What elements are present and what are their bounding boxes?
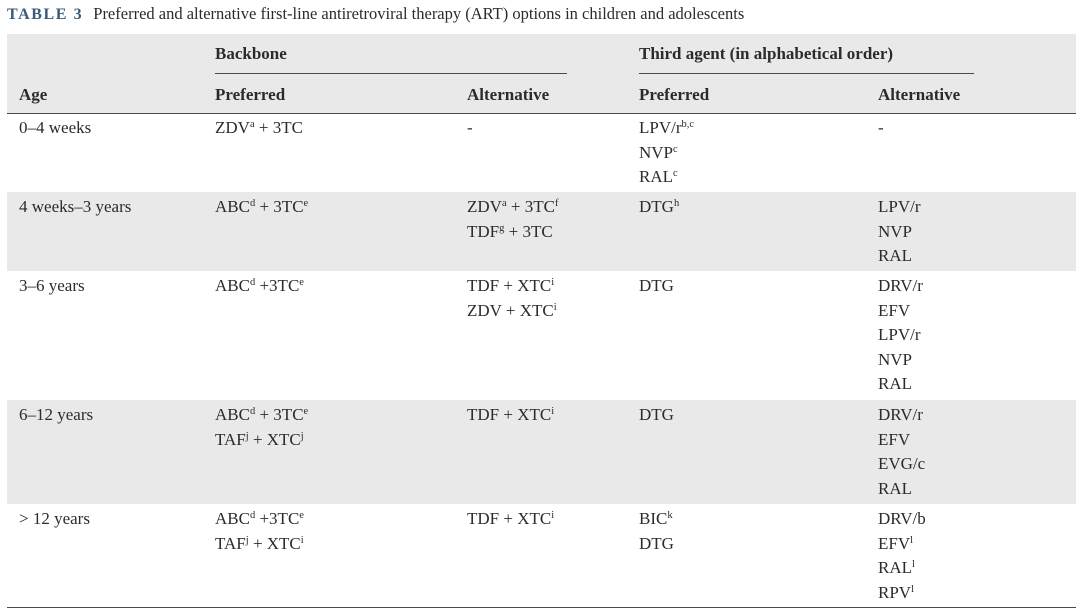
bb-preferred-cell — [215, 195, 308, 220]
footnote-marker: d — [249, 198, 256, 209]
ta-preferred-cell — [639, 116, 694, 190]
cell-line — [878, 507, 926, 532]
cell-text: + 3TC — [504, 221, 553, 241]
backbone-spanner-rule — [215, 73, 567, 74]
table-caption — [7, 4, 744, 24]
footnote-marker: b,c — [681, 119, 695, 130]
header-age: Age — [19, 85, 48, 104]
cell-text: TAF — [215, 533, 246, 553]
cell-text: RAL — [878, 374, 912, 393]
cell-line — [467, 299, 557, 324]
cell-line — [639, 165, 694, 190]
cell-line — [639, 507, 674, 532]
cell-line — [215, 532, 304, 557]
footnote-marker: a — [501, 198, 507, 209]
cell-line — [878, 299, 923, 324]
footnote-marker: i — [553, 301, 557, 313]
footnote-marker: h — [673, 198, 680, 209]
age-cell: 6–12 years — [19, 405, 94, 424]
cell-line — [878, 556, 926, 581]
age-cell: 0–4 weeks — [19, 118, 92, 137]
cell-text: NVP — [878, 349, 913, 369]
cell-text: +3TC — [255, 509, 300, 528]
cell-text: ABC — [215, 276, 250, 295]
cell-text: RAL — [878, 558, 912, 577]
cell-text: ZDV — [467, 197, 502, 216]
footnote-marker: e — [303, 198, 309, 209]
cell-text: DTG — [639, 533, 674, 553]
cell-text: ZDV + XTC — [467, 300, 554, 320]
cell-line — [467, 116, 473, 141]
art-options-table — [7, 34, 1076, 608]
cell-line — [639, 141, 694, 166]
footnote-marker: k — [667, 510, 673, 521]
cell-line — [467, 195, 558, 220]
cell-text: ZDV — [215, 118, 250, 137]
cell-text: + 3TC — [255, 197, 304, 216]
age-cell: > 12 years — [19, 509, 90, 528]
footnote-marker: c — [673, 143, 678, 155]
cell-line — [215, 507, 304, 532]
cell-text: - — [878, 118, 884, 137]
cell-text: RAL — [639, 167, 673, 186]
cell-line — [878, 220, 921, 245]
ta-alternative-cell — [878, 403, 925, 501]
cell-text: +3TC — [255, 276, 300, 295]
cell-text: TAF — [215, 429, 246, 449]
cell-text: EFV — [878, 429, 911, 449]
cell-text: ABC — [215, 197, 250, 216]
cell-text: TDF + XTC — [467, 276, 552, 295]
table-bottom-rule — [7, 607, 1076, 608]
cell-line — [215, 116, 303, 141]
cell-text: DTG — [639, 197, 674, 216]
cell-text: DRV/r — [878, 405, 923, 424]
footnote-marker: g — [499, 222, 505, 234]
cell-line — [639, 274, 674, 299]
ta-preferred-cell — [639, 507, 674, 556]
cell-line — [878, 477, 925, 502]
cell-text: NVP — [639, 142, 674, 162]
bb-preferred-cell — [215, 403, 308, 452]
cell-text: EVG/c — [878, 454, 926, 473]
cell-text: ABC — [215, 405, 250, 424]
footnote-marker: i — [551, 510, 555, 521]
bb-alternative-cell — [467, 274, 557, 323]
cell-line — [639, 195, 679, 220]
cell-text: EFV — [878, 300, 911, 320]
cell-line — [639, 403, 674, 428]
cell-line — [878, 244, 921, 269]
bb-alternative-cell — [467, 116, 473, 141]
footnote-marker: i — [300, 534, 304, 546]
cell-line — [878, 116, 884, 141]
cell-line — [467, 507, 554, 532]
ta-alternative-cell — [878, 195, 921, 269]
third-agent-spanner-rule — [639, 73, 974, 74]
age-cell: 3–6 years — [19, 276, 85, 295]
header-backbone: Backbone — [215, 44, 287, 63]
footnote-marker: l — [912, 559, 915, 570]
cell-text: TDF — [467, 221, 500, 241]
footnote-marker: e — [303, 406, 309, 417]
cell-text: DTG — [639, 276, 674, 295]
cell-text: DRV/b — [878, 509, 926, 528]
cell-text: + 3TC — [506, 197, 555, 216]
footnote-marker: e — [299, 510, 304, 521]
cell-text: + XTC — [248, 429, 301, 449]
cell-line — [878, 452, 925, 477]
cell-line — [878, 348, 923, 373]
cell-text: TDF + XTC — [467, 509, 552, 528]
ta-alternative-cell — [878, 116, 884, 141]
header-backbone-preferred: Preferred — [215, 85, 286, 104]
age-cell: 4 weeks–3 years — [19, 197, 132, 216]
cell-line — [639, 116, 694, 141]
cell-text: DTG — [639, 405, 674, 424]
bb-alternative-cell — [467, 195, 558, 244]
header-third-agent: Third agent (in alphabetical order) — [639, 44, 894, 63]
cell-line — [878, 372, 923, 397]
cell-line — [878, 403, 925, 428]
cell-line — [878, 323, 923, 348]
footnote-marker: i — [551, 277, 555, 288]
cell-line — [215, 195, 308, 220]
footnote-marker: a — [249, 119, 255, 130]
bb-alternative-cell — [467, 507, 554, 532]
cell-line — [467, 220, 558, 245]
footnote-marker: f — [554, 198, 559, 209]
table-title: Preferred and alternative first-line antiretroviral therapy (ART) options in children and adolescents — [93, 4, 745, 23]
ta-preferred-cell — [639, 274, 674, 299]
bb-preferred-cell — [215, 274, 304, 299]
cell-line — [639, 532, 674, 557]
footnote-marker: i — [551, 406, 555, 417]
cell-text: BIC — [639, 509, 668, 528]
cell-line — [467, 274, 557, 299]
footnote-marker: l — [911, 583, 914, 595]
cell-line — [878, 274, 923, 299]
cell-text: LPV/r — [639, 118, 682, 137]
footnote-marker: j — [245, 430, 249, 442]
cell-text: RPV — [878, 582, 912, 602]
cell-text: NVP — [878, 221, 913, 241]
footnote-marker: d — [249, 406, 256, 417]
cell-text: - — [467, 118, 473, 137]
cell-line — [467, 403, 554, 428]
footnote-marker: d — [249, 277, 256, 288]
header-bottom-rule — [7, 113, 1076, 114]
ta-alternative-cell — [878, 507, 926, 605]
cell-text: DRV/r — [878, 276, 923, 295]
cell-line — [878, 428, 925, 453]
cell-text: TDF + XTC — [467, 405, 552, 424]
header-third-agent-alternative: Alternative — [878, 85, 961, 104]
footnote-marker: d — [249, 510, 256, 521]
cell-text: ABC — [215, 509, 250, 528]
footnote-marker: j — [300, 430, 304, 442]
cell-text: EFV — [878, 533, 911, 553]
cell-line — [215, 428, 308, 453]
cell-line — [878, 581, 926, 606]
cell-text: LPV/r — [878, 325, 921, 344]
footnote-marker: c — [673, 168, 678, 179]
ta-preferred-cell — [639, 195, 679, 220]
cell-line — [878, 195, 921, 220]
bb-alternative-cell — [467, 403, 554, 428]
ta-preferred-cell — [639, 403, 674, 428]
cell-text: RAL — [878, 478, 912, 498]
cell-text: LPV/r — [878, 197, 921, 216]
header-backbone-alternative: Alternative — [467, 85, 550, 104]
bb-preferred-cell — [215, 116, 303, 141]
cell-text: + XTC — [248, 533, 301, 553]
cell-line — [215, 403, 308, 428]
footnote-marker: j — [245, 534, 249, 546]
bb-preferred-cell — [215, 507, 304, 556]
footnote-marker: l — [910, 534, 914, 546]
cell-text: RAL — [878, 246, 912, 265]
cell-text: + 3TC — [254, 118, 303, 137]
ta-alternative-cell — [878, 274, 923, 397]
cell-line — [878, 532, 926, 557]
cell-line — [215, 274, 304, 299]
header-third-agent-preferred: Preferred — [639, 85, 710, 104]
cell-text: + 3TC — [255, 405, 304, 424]
table-label: TABLE 3 — [7, 6, 84, 23]
footnote-marker: e — [299, 277, 304, 288]
